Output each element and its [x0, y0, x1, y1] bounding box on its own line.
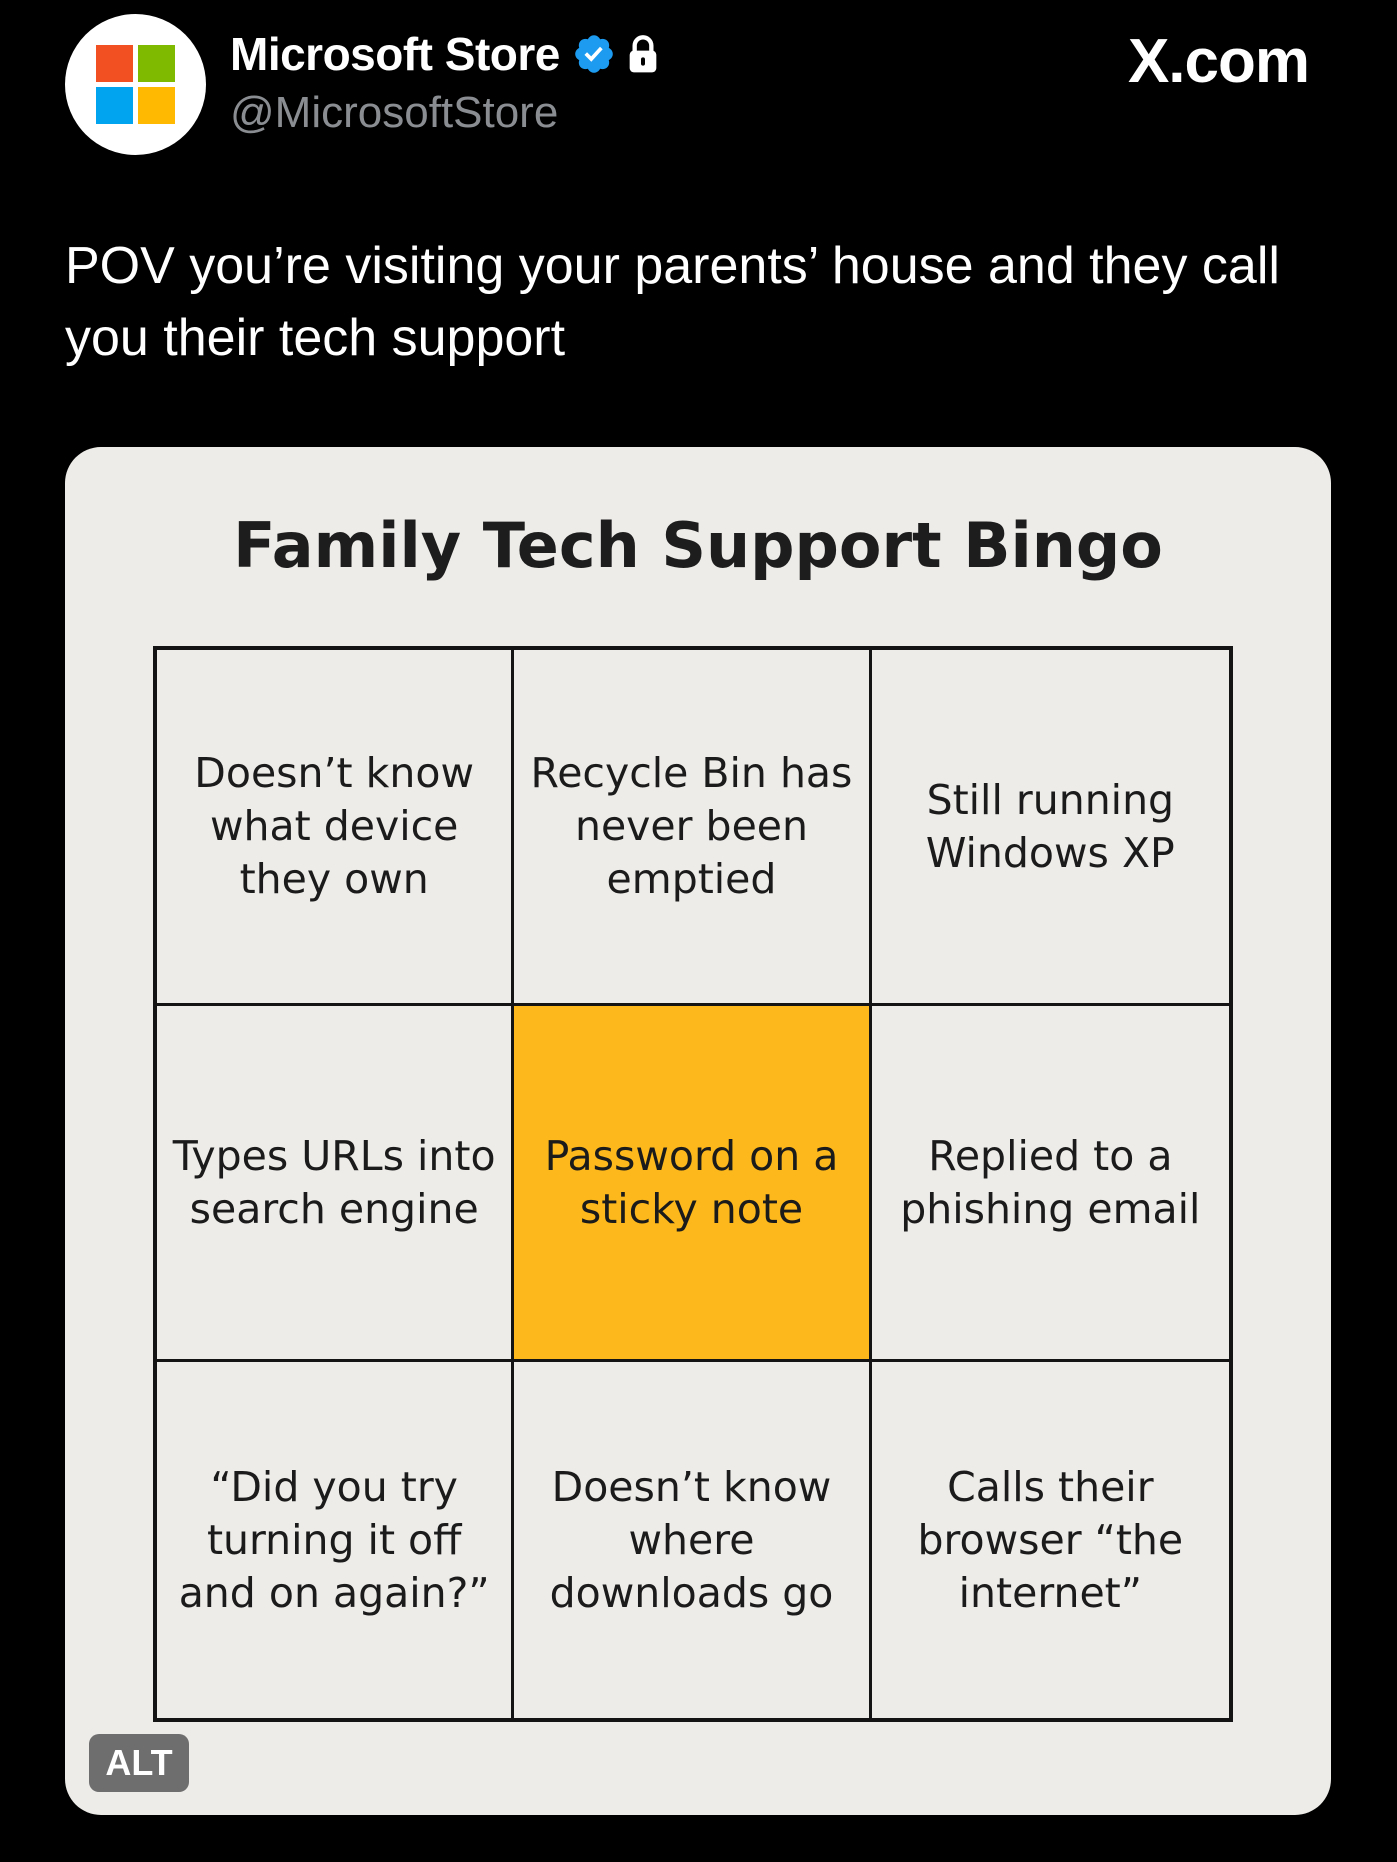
bingo-cell: Doesn’t know what device they own — [157, 650, 514, 1006]
bingo-cell: Recycle Bin has never been emptied — [514, 650, 871, 1006]
bingo-cell: Doesn’t know where downloads go — [514, 1362, 871, 1718]
bingo-cell-marked: Password on a sticky note — [514, 1006, 871, 1362]
bingo-cell: Types URLs into search engine — [157, 1006, 514, 1362]
avatar[interactable] — [65, 14, 206, 155]
alt-text-button[interactable]: ALT — [89, 1734, 189, 1792]
tweet-text: POV you’re visiting your parents’ house and they call you their tech support — [65, 237, 1280, 367]
tweet-media-image[interactable] — [65, 447, 1331, 1815]
logo-square-yellow — [138, 87, 175, 124]
display-name[interactable]: Microsoft Store — [230, 28, 560, 80]
bingo-grid — [153, 646, 1233, 1722]
bingo-cell: Still running Windows XP — [872, 650, 1229, 1006]
bingo-cell: Calls their browser “the internet” — [917, 1462, 1184, 1617]
bingo-title: Family Tech Support Bingo — [233, 509, 1163, 582]
logo-square-red — [96, 45, 133, 82]
site-watermark: X.com — [1127, 27, 1309, 96]
logo-square-green — [138, 45, 175, 82]
lock-keyhole-shape — [641, 57, 645, 65]
verified-badge-icon — [572, 32, 616, 76]
lock-icon — [626, 34, 660, 74]
account-handle[interactable]: @MicrosoftStore — [230, 88, 559, 137]
bingo-cell: Replied to a phishing email — [872, 1006, 1229, 1362]
account-name-row — [230, 24, 660, 84]
microsoft-logo-icon — [96, 45, 175, 124]
lock-shackle-shape — [635, 37, 652, 52]
logo-square-blue — [96, 87, 133, 124]
bingo-cell: “Did you try turning it off and on again?” — [157, 1362, 514, 1718]
